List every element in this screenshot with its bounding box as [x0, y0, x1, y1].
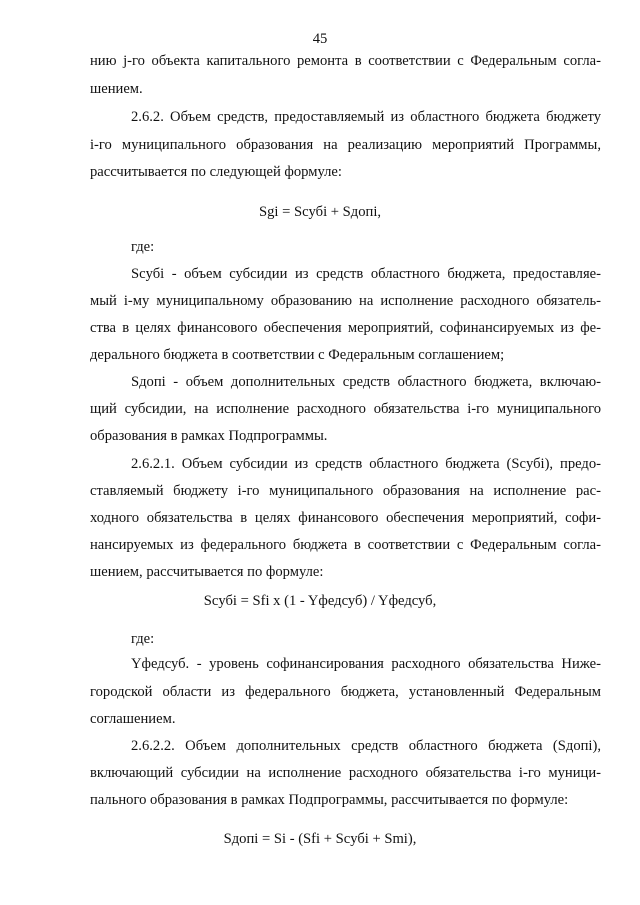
text-line: образования в рамках Подпрограммы.	[90, 428, 328, 444]
text-line: Scубi - объем субсидии из средств областного бюджета, предоставляе-	[131, 266, 601, 282]
text-line: включающий субсидии на исполнение расходного обязательства i-го муници-	[90, 765, 601, 781]
formula-sdop: Sдопi = Si - (Sfi + Scубi + Smi),	[223, 831, 417, 847]
text-line: 2.6.2.2. Объем дополнительных средств областного бюджета (Sдопi),	[131, 738, 601, 754]
text-line: нансируемых из федерального бюджета в соответствии с Федеральным согла-	[90, 537, 601, 553]
text-line: ходного обязательства в целях финансового обеспечения мероприятий, софи-	[90, 510, 601, 526]
formula-sgi: Sgi = Scубi + Sдопi,	[258, 204, 382, 220]
text-line: городской области из федерального бюджета, установленный Федеральным	[90, 684, 601, 700]
text-line: Sдопi - объем дополнительных средств областного бюджета, включаю-	[131, 374, 601, 390]
text-line: пального образования в рамках Подпрограммы, рассчитывается по формуле:	[90, 792, 569, 808]
text-line: дерального бюджета в соответствии с Федеральным соглашением;	[90, 347, 505, 363]
text-line: Yфедсуб. - уровень софинансирования расходного обязательства Ниже-	[131, 656, 601, 672]
text-line: шением, рассчитывается по формуле:	[90, 564, 324, 580]
text-line: 2.6.2. Объем средств, предоставляемый из областного бюджета бюджету	[131, 109, 601, 125]
text-line: ставляемый бюджету i-го муниципального образования на исполнение рас-	[90, 483, 601, 499]
text-line: 2.6.2.1. Объем субсидии из средств областного бюджета (Scубi), предо-	[131, 456, 601, 472]
text-line: рассчитывается по следующей формуле:	[90, 164, 342, 180]
text-line: где:	[131, 631, 155, 647]
text-line: мый i-му муниципальному образованию на исполнение расходного обязатель-	[90, 293, 601, 309]
text-line: где:	[131, 239, 155, 255]
text-line: шением.	[90, 81, 143, 97]
text-line: соглашением.	[90, 711, 176, 727]
text-line: ства в целях финансового обеспечения мероприятий, софинансируемых из фе-	[90, 320, 601, 336]
text-line: нию j-го объекта капитального ремонта в соответствии с Федеральным согла-	[90, 53, 601, 69]
formula-scub: Scубi = Sfi x (1 - Yфедсуб) / Yфедсуб,	[203, 593, 437, 609]
text-line: щий субсидии, на исполнение расходного обязательства i-го муниципального	[90, 401, 601, 417]
page-number: 45	[312, 31, 328, 47]
text-line: i-го муниципального образования на реализацию мероприятий Программы,	[90, 137, 601, 153]
